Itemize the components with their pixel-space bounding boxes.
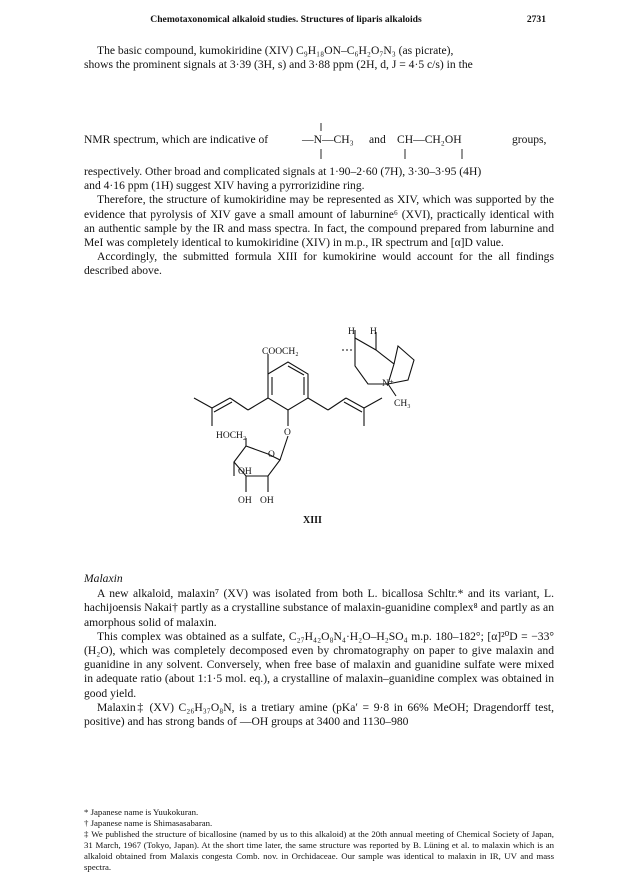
running-header	[86, 14, 546, 30]
atom-nplus: N⁺	[382, 379, 394, 389]
nmr-group-nmethyl: —N—CH₃	[302, 133, 354, 146]
structure-label: XIII	[303, 515, 322, 526]
atom-ch3: CH₃	[394, 399, 411, 409]
para1-line2: shows the prominent signals at 3·39 (3H, s) and 3·88 ppm (2H, d, J = 4·5 c/s) in the	[84, 58, 473, 72]
footnote-1: * Japanese name is Yuukokuran.	[84, 807, 199, 817]
benzene-ring	[268, 362, 308, 410]
atom-h2: H	[370, 327, 377, 337]
atom-h1: H	[348, 327, 355, 337]
para4: A new alkaloid, malaxin⁷ (XV) was isolated from both L. bicallosa Schltr.* and its variant, L. hachijoensis Nakai† partly as a crystalline substance of malaxin-guanidine complex⁸ and partly as an amorphous solid of malaxin.	[84, 587, 554, 629]
nmr-group-ch-ch2oh: CH—CH₂OH	[397, 133, 462, 146]
para6: Malaxin‡ (XV) C₂₆H₃₇O₈N, is a tretiary amine (pKa′ = 9·8 in 66% MeOH; Dragendorff test, positive) and has strong bands of —OH groups at 3400 and 1130–980	[84, 700, 554, 729]
nmr-prefix: NMR spectrum, which are indicative of	[84, 133, 269, 146]
para1-line1: The basic compound, kumokiridine (XIV) C₉H₁₈ON–C₆H₂O₇N₃ (as picrate),	[97, 44, 454, 57]
pyrrolizidine-ring-a	[355, 338, 394, 384]
section-title-malaxin: Malaxin	[84, 572, 123, 585]
atom-hoch2: HOCH₂	[216, 431, 247, 441]
nmr-and: and	[369, 133, 386, 146]
footnote-3: ‡ We published the structure of bicallosine (named by us to this alkaloid) at the 20th annual meeting of Chemical Society of Japan, 31 March, 1967 (Tokyo, Japan). At the short time later, the same structure was reported by B. Lüning et al. to malaxin which is an alkaloid obtained from Malaxis congesta Comb. nov. in Orchidaceae. Our sample was identical to malaxin in IR, UV and mass spectra.	[84, 829, 554, 872]
paragraph-kumokiridine	[84, 44, 554, 72]
para3: Accordingly, the submitted formula XIII for kumokirine would account for the all findings described above.	[84, 250, 554, 278]
nmr-groups-line	[84, 129, 554, 157]
atom-oh2: OH	[238, 496, 252, 506]
para1-line4: respectively. Other broad and complicated signals at 1·90–2·60 (7H), 3·30–3·95 (4H)	[84, 165, 482, 178]
para5: This complex was obtained as a sulfate, C₂₇H₄₂O₈N₄·H₂O–H₂SO₄ m.p. 180–182°; [α]²⁰D = −33° (H₂O), which was completely decomposed even by chromatography on paper to give malaxin and guanidine in any solvent. Conversely, when free base of malaxin and guanidine sulfate were mixed in adequate ratio (about 1:1·5 mol. eq.), a crystalline of malaxin–guanidine complex was obtained in good yield.	[84, 629, 554, 700]
section-malaxin	[84, 572, 554, 729]
nmr-suffix: groups,	[512, 133, 547, 146]
atom-oh3: OH	[260, 496, 274, 506]
running-title: Chemotaxonomical alkaloid studies. Structures of liparis alkaloids	[150, 14, 422, 25]
atom-cooch2: COOCH₂	[262, 347, 299, 357]
paragraph-kumokiridine-cont	[84, 165, 554, 279]
atom-oh1: OH	[238, 467, 252, 477]
footnote-2: † Japanese name is Shimasasabaran.	[84, 818, 213, 828]
para2: Therefore, the structure of kumokiridine may be represented as XIV, which was supported by the evidence that pyrolysis of XIV gave a small amount of laburnine⁶ (XVI), practically identical with an authentic sample by the IR and mass spectra. In fact, the compound prepared from laburnine and MeI was completely identical to kumokiridine (XIV) in m.p., IR spectrum and [α]D value.	[84, 193, 554, 250]
page-number: 2731	[526, 14, 546, 25]
structure-xiii-diagram	[150, 326, 450, 521]
para1-line5: and 4·16 ppm (1H) suggest XIV having a pyrrorizidine ring.	[84, 179, 365, 193]
atom-o-link: O	[284, 428, 291, 438]
atom-o-ring: O	[268, 450, 275, 460]
